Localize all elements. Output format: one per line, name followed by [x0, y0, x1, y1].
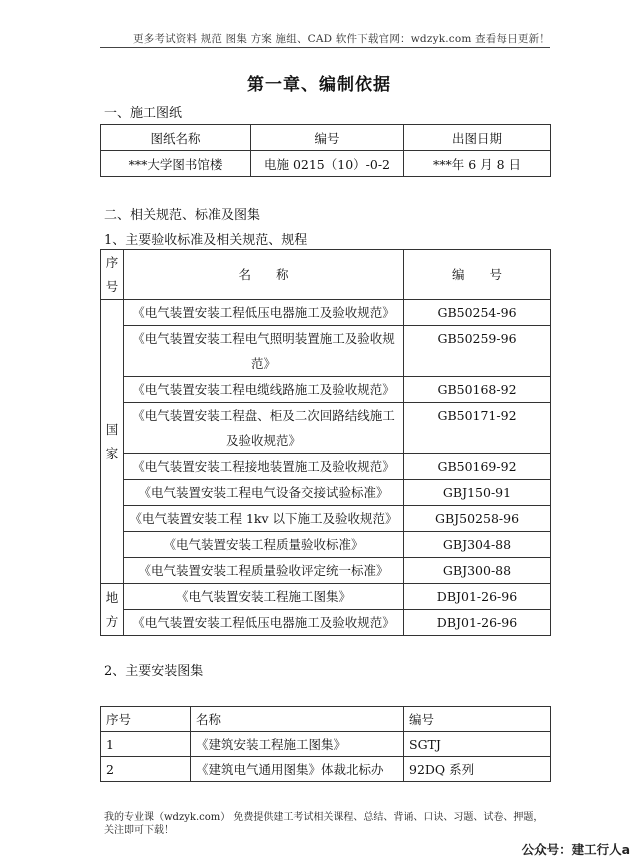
table-row [101, 532, 551, 558]
cell-date: ***年 6 月 8 日 [404, 151, 551, 177]
col-date: 出图日期 [404, 125, 551, 151]
table-row [101, 326, 551, 377]
col-seq: 序号 [101, 250, 124, 300]
standards-subheading: 1、主要验收标准及相关规范、规程 [104, 233, 308, 248]
standard-name: 《电气装置安装工程电气设备交接试验标准》 [124, 480, 404, 506]
table-row [101, 558, 551, 584]
standard-name: 《电气装置安装工程质量验收标准》 [124, 532, 404, 558]
col-code: 编号 [404, 707, 551, 732]
cell-name: 《建筑安装工程施工图集》 [191, 732, 404, 757]
table-header-row [101, 250, 551, 300]
standard-name: 《电气装置安装工程电气照明装置施工及验收规范》 [124, 326, 404, 377]
header-rule [100, 47, 550, 48]
section-standards-heading: 二、相关规范、标准及图集 [104, 208, 261, 223]
standard-code: DBJ01-26-96 [404, 610, 551, 636]
standard-code: GB50168-92 [404, 377, 551, 403]
standard-name: 《电气装置安装工程 1kv 以下施工及验收规范》 [124, 506, 404, 532]
standard-code: GB50254-96 [404, 300, 551, 326]
col-code: 编 号 [404, 250, 551, 300]
cell-seq: 2 [101, 757, 191, 782]
cell-seq: 1 [101, 732, 191, 757]
page-footer: 我的专业课（wdzyk.com） 免费提供建工考试相关课程、总结、背诵、口诀、习题、试卷、押题，关注即可下载！ [104, 812, 544, 836]
section-drawings-heading: 一、施工图纸 [104, 106, 183, 121]
chapter-title: 第一章、编制依据 [247, 75, 391, 95]
cell-drawing-name: ***大学图书馆楼 [101, 151, 251, 177]
drawings-table [100, 124, 551, 177]
table-row [101, 610, 551, 636]
col-seq: 序号 [101, 707, 191, 732]
table-row [101, 757, 551, 782]
standard-name: 《电气装置安装工程低压电器施工及验收规范》 [124, 610, 404, 636]
standard-code: GBJ50258-96 [404, 506, 551, 532]
table-row [101, 151, 551, 177]
table-row [101, 480, 551, 506]
col-drawing-name: 图纸名称 [101, 125, 251, 151]
standard-name: 《电气装置安装工程接地装置施工及验收规范》 [124, 454, 404, 480]
standard-name: 《电气装置安装工程电缆线路施工及验收规范》 [124, 377, 404, 403]
atlas-heading: 2、主要安装图集 [104, 664, 204, 679]
cell-code: 92DQ 系列 [404, 757, 551, 782]
cell-name: 《建筑电气通用图集》体裁北标办 [191, 757, 404, 782]
standard-code: GB50259-96 [404, 326, 551, 377]
standard-code: GBJ304-88 [404, 532, 551, 558]
standard-code: GBJ150-91 [404, 480, 551, 506]
standard-code: GBJ300-88 [404, 558, 551, 584]
col-number: 编号 [251, 125, 404, 151]
watermark: 公众号：建工行人a [521, 842, 630, 857]
standard-name: 《电气装置安装工程质量验收评定统一标准》 [124, 558, 404, 584]
table-row [101, 506, 551, 532]
standard-name: 《电气装置安装工程盘、柜及二次回路结线施工及验收规范》 [124, 403, 404, 454]
standards-table [100, 249, 551, 636]
col-name: 名 称 [124, 250, 404, 300]
page-header: 更多考试资料 规范 图集 方案 施组、CAD 软件下载官网：wdzyk.com 查看每日更新！ [133, 33, 550, 45]
atlas-table [100, 706, 551, 782]
cell-number: 电施 0215（10）-0-2 [251, 151, 404, 177]
standard-code: GB50169-92 [404, 454, 551, 480]
table-row [101, 377, 551, 403]
table-row [101, 454, 551, 480]
col-name: 名称 [191, 707, 404, 732]
category-national: 国家 [101, 300, 124, 584]
table-row [101, 732, 551, 757]
standard-code: DBJ01-26-96 [404, 584, 551, 610]
standard-code: GB50171-92 [404, 403, 551, 454]
table-header-row [101, 707, 551, 732]
table-row [101, 584, 551, 610]
table-row [101, 300, 551, 326]
standard-name: 《电气装置安装工程施工图集》 [124, 584, 404, 610]
table-header-row [101, 125, 551, 151]
cell-code: SGTJ [404, 732, 551, 757]
table-row [101, 403, 551, 454]
standard-name: 《电气装置安装工程低压电器施工及验收规范》 [124, 300, 404, 326]
category-local: 地方 [101, 584, 124, 636]
